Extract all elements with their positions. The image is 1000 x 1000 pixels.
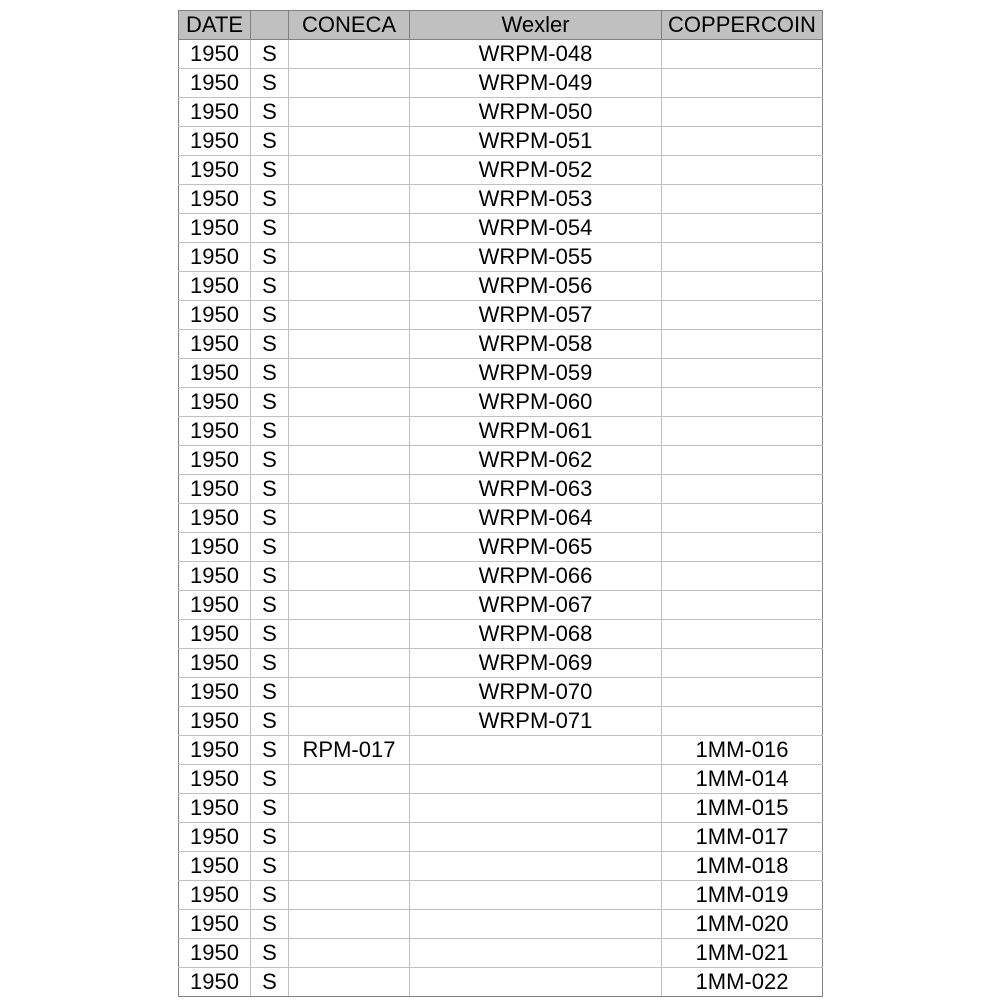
cell-date[interactable]: 1950 — [179, 98, 251, 127]
cell-mint[interactable]: S — [251, 185, 289, 214]
cell-coneca[interactable] — [289, 707, 410, 736]
cell-date[interactable]: 1950 — [179, 910, 251, 939]
cell-coneca[interactable] — [289, 504, 410, 533]
cell-wexler[interactable] — [410, 794, 662, 823]
cell-wexler[interactable]: WRPM-062 — [410, 446, 662, 475]
cell-coneca[interactable] — [289, 910, 410, 939]
cell-coppercoin[interactable] — [662, 301, 823, 330]
cell-date[interactable]: 1950 — [179, 301, 251, 330]
cell-coneca[interactable] — [289, 765, 410, 794]
cell-coneca[interactable] — [289, 823, 410, 852]
cell-coppercoin[interactable]: 1MM-020 — [662, 910, 823, 939]
cell-mint[interactable]: S — [251, 69, 289, 98]
cell-date[interactable]: 1950 — [179, 127, 251, 156]
cell-coneca[interactable] — [289, 446, 410, 475]
cell-mint[interactable]: S — [251, 388, 289, 417]
cell-coneca[interactable] — [289, 591, 410, 620]
cell-date[interactable]: 1950 — [179, 794, 251, 823]
cell-coppercoin[interactable] — [662, 243, 823, 272]
cell-date[interactable]: 1950 — [179, 69, 251, 98]
cell-coneca[interactable] — [289, 852, 410, 881]
cell-coneca[interactable] — [289, 272, 410, 301]
cell-coppercoin[interactable] — [662, 504, 823, 533]
cell-coneca[interactable] — [289, 359, 410, 388]
cell-mint[interactable]: S — [251, 98, 289, 127]
cell-date[interactable]: 1950 — [179, 533, 251, 562]
table-row — [179, 243, 823, 272]
cell-wexler[interactable] — [410, 823, 662, 852]
cell-date[interactable]: 1950 — [179, 707, 251, 736]
cell-coneca[interactable] — [289, 533, 410, 562]
cell-mint[interactable]: S — [251, 562, 289, 591]
cell-coppercoin[interactable] — [662, 69, 823, 98]
cell-wexler[interactable]: WRPM-071 — [410, 707, 662, 736]
table-row — [179, 504, 823, 533]
cell-coneca[interactable] — [289, 40, 410, 69]
cell-coppercoin[interactable] — [662, 98, 823, 127]
cell-coneca[interactable] — [289, 156, 410, 185]
cell-wexler[interactable]: WRPM-070 — [410, 678, 662, 707]
cell-date[interactable]: 1950 — [179, 881, 251, 910]
cell-date[interactable]: 1950 — [179, 939, 251, 968]
table-row — [179, 736, 823, 765]
cell-coneca[interactable] — [289, 69, 410, 98]
table-row — [179, 330, 823, 359]
cell-date[interactable]: 1950 — [179, 40, 251, 69]
cell-date[interactable]: 1950 — [179, 852, 251, 881]
cell-coppercoin[interactable] — [662, 214, 823, 243]
cell-coneca[interactable]: RPM-017 — [289, 736, 410, 765]
cell-date[interactable]: 1950 — [179, 185, 251, 214]
cell-coppercoin[interactable] — [662, 40, 823, 69]
table-row — [179, 533, 823, 562]
cell-date[interactable]: 1950 — [179, 446, 251, 475]
cell-coppercoin[interactable] — [662, 127, 823, 156]
header-wexler[interactable]: Wexler — [410, 11, 662, 40]
cell-coneca[interactable] — [289, 968, 410, 997]
cell-coneca[interactable] — [289, 417, 410, 446]
cell-coppercoin[interactable] — [662, 359, 823, 388]
cell-coppercoin[interactable] — [662, 620, 823, 649]
cell-date[interactable]: 1950 — [179, 417, 251, 446]
table-row — [179, 794, 823, 823]
table-row — [179, 591, 823, 620]
cell-date[interactable]: 1950 — [179, 359, 251, 388]
cell-mint[interactable]: S — [251, 243, 289, 272]
table-row — [179, 649, 823, 678]
cell-coppercoin[interactable] — [662, 388, 823, 417]
cell-wexler[interactable] — [410, 765, 662, 794]
cell-coppercoin[interactable] — [662, 649, 823, 678]
cell-wexler[interactable]: WRPM-065 — [410, 533, 662, 562]
table-row — [179, 939, 823, 968]
cell-date[interactable]: 1950 — [179, 475, 251, 504]
cell-wexler[interactable]: WRPM-061 — [410, 417, 662, 446]
table-row — [179, 98, 823, 127]
cell-mint[interactable]: S — [251, 446, 289, 475]
cell-mint[interactable]: S — [251, 968, 289, 997]
cell-coppercoin[interactable]: 1MM-017 — [662, 823, 823, 852]
cell-date[interactable]: 1950 — [179, 736, 251, 765]
cell-wexler[interactable]: WRPM-052 — [410, 156, 662, 185]
table-row — [179, 214, 823, 243]
cell-date[interactable]: 1950 — [179, 678, 251, 707]
cell-coneca[interactable] — [289, 214, 410, 243]
cell-date[interactable]: 1950 — [179, 765, 251, 794]
table-row — [179, 156, 823, 185]
cell-mint[interactable]: S — [251, 272, 289, 301]
header-mint[interactable] — [251, 11, 289, 40]
cell-wexler[interactable] — [410, 968, 662, 997]
table-row — [179, 301, 823, 330]
cell-wexler[interactable]: WRPM-058 — [410, 330, 662, 359]
cell-mint[interactable]: S — [251, 823, 289, 852]
cell-coneca[interactable] — [289, 243, 410, 272]
table-row — [179, 40, 823, 69]
cell-coppercoin[interactable]: 1MM-016 — [662, 736, 823, 765]
cell-mint[interactable]: S — [251, 127, 289, 156]
cell-wexler[interactable]: WRPM-055 — [410, 243, 662, 272]
cell-date[interactable]: 1950 — [179, 330, 251, 359]
header-date[interactable]: DATE — [179, 11, 251, 40]
cell-coppercoin[interactable] — [662, 330, 823, 359]
cell-mint[interactable]: S — [251, 939, 289, 968]
cell-mint[interactable]: S — [251, 794, 289, 823]
cell-mint[interactable]: S — [251, 678, 289, 707]
table-row — [179, 272, 823, 301]
cell-mint[interactable]: S — [251, 707, 289, 736]
cell-coneca[interactable] — [289, 388, 410, 417]
table-row — [179, 562, 823, 591]
cell-mint[interactable]: S — [251, 330, 289, 359]
cell-wexler[interactable]: WRPM-051 — [410, 127, 662, 156]
table-row — [179, 910, 823, 939]
cell-wexler[interactable] — [410, 910, 662, 939]
cell-date[interactable]: 1950 — [179, 388, 251, 417]
cell-coppercoin[interactable] — [662, 475, 823, 504]
table-row — [179, 765, 823, 794]
cell-coppercoin[interactable] — [662, 446, 823, 475]
cell-wexler[interactable] — [410, 852, 662, 881]
cell-wexler[interactable]: WRPM-069 — [410, 649, 662, 678]
cell-coneca[interactable] — [289, 127, 410, 156]
cell-mint[interactable]: S — [251, 591, 289, 620]
cell-coppercoin[interactable]: 1MM-019 — [662, 881, 823, 910]
table-row — [179, 620, 823, 649]
cell-date[interactable]: 1950 — [179, 968, 251, 997]
cell-coppercoin[interactable] — [662, 417, 823, 446]
cell-wexler[interactable]: WRPM-066 — [410, 562, 662, 591]
cell-mint[interactable]: S — [251, 504, 289, 533]
cell-wexler[interactable]: WRPM-053 — [410, 185, 662, 214]
cell-coppercoin[interactable]: 1MM-018 — [662, 852, 823, 881]
cell-wexler[interactable]: WRPM-067 — [410, 591, 662, 620]
cell-date[interactable]: 1950 — [179, 504, 251, 533]
table-row — [179, 968, 823, 997]
cell-wexler[interactable]: WRPM-056 — [410, 272, 662, 301]
cell-coneca[interactable] — [289, 794, 410, 823]
cell-mint[interactable]: S — [251, 765, 289, 794]
cell-date[interactable]: 1950 — [179, 591, 251, 620]
cell-wexler[interactable]: WRPM-064 — [410, 504, 662, 533]
cell-mint[interactable]: S — [251, 881, 289, 910]
cell-wexler[interactable] — [410, 881, 662, 910]
cell-coneca[interactable] — [289, 562, 410, 591]
table-row — [179, 852, 823, 881]
cell-wexler[interactable]: WRPM-060 — [410, 388, 662, 417]
header-coppercoin[interactable]: COPPERCOIN — [662, 11, 823, 40]
spreadsheet — [178, 10, 822, 997]
cell-coneca[interactable] — [289, 939, 410, 968]
cell-coneca[interactable] — [289, 881, 410, 910]
cell-coppercoin[interactable] — [662, 707, 823, 736]
cell-wexler[interactable]: WRPM-048 — [410, 40, 662, 69]
header-coneca[interactable]: CONECA — [289, 11, 410, 40]
table-row — [179, 881, 823, 910]
cell-mint[interactable]: S — [251, 910, 289, 939]
cell-coppercoin[interactable]: 1MM-021 — [662, 939, 823, 968]
cell-mint[interactable]: S — [251, 649, 289, 678]
cell-mint[interactable]: S — [251, 533, 289, 562]
cell-date[interactable]: 1950 — [179, 649, 251, 678]
cell-date[interactable]: 1950 — [179, 620, 251, 649]
table-row — [179, 446, 823, 475]
cell-mint[interactable]: S — [251, 359, 289, 388]
cell-coneca[interactable] — [289, 330, 410, 359]
cell-coppercoin[interactable] — [662, 678, 823, 707]
cell-mint[interactable]: S — [251, 40, 289, 69]
cell-wexler[interactable]: WRPM-057 — [410, 301, 662, 330]
cell-coppercoin[interactable] — [662, 272, 823, 301]
table-row — [179, 69, 823, 98]
cell-coppercoin[interactable] — [662, 156, 823, 185]
cell-coppercoin[interactable] — [662, 591, 823, 620]
cell-coppercoin[interactable] — [662, 533, 823, 562]
cell-date[interactable]: 1950 — [179, 156, 251, 185]
cell-coppercoin[interactable] — [662, 562, 823, 591]
header-row — [179, 11, 823, 40]
cell-wexler[interactable]: WRPM-049 — [410, 69, 662, 98]
cell-mint[interactable]: S — [251, 852, 289, 881]
cell-mint[interactable]: S — [251, 475, 289, 504]
table-row — [179, 185, 823, 214]
cell-mint[interactable]: S — [251, 301, 289, 330]
cell-coneca[interactable] — [289, 185, 410, 214]
cell-coneca[interactable] — [289, 301, 410, 330]
cell-coneca[interactable] — [289, 649, 410, 678]
cell-coppercoin[interactable] — [662, 185, 823, 214]
cell-wexler[interactable]: WRPM-054 — [410, 214, 662, 243]
cell-coppercoin[interactable]: 1MM-015 — [662, 794, 823, 823]
table-row — [179, 417, 823, 446]
table-row — [179, 388, 823, 417]
cell-date[interactable]: 1950 — [179, 214, 251, 243]
cell-wexler[interactable]: WRPM-059 — [410, 359, 662, 388]
cell-mint[interactable]: S — [251, 156, 289, 185]
cell-mint[interactable]: S — [251, 620, 289, 649]
cell-coneca[interactable] — [289, 678, 410, 707]
cell-date[interactable]: 1950 — [179, 562, 251, 591]
cell-wexler[interactable] — [410, 939, 662, 968]
cell-wexler[interactable]: WRPM-050 — [410, 98, 662, 127]
table-body — [179, 40, 823, 997]
table-row — [179, 823, 823, 852]
cell-mint[interactable]: S — [251, 417, 289, 446]
table-row — [179, 475, 823, 504]
cell-coneca[interactable] — [289, 475, 410, 504]
cell-coppercoin[interactable]: 1MM-022 — [662, 968, 823, 997]
cell-coppercoin[interactable]: 1MM-014 — [662, 765, 823, 794]
cell-wexler[interactable]: WRPM-063 — [410, 475, 662, 504]
table-row — [179, 678, 823, 707]
cell-wexler[interactable] — [410, 736, 662, 765]
variety-table — [178, 10, 823, 997]
cell-wexler[interactable]: WRPM-068 — [410, 620, 662, 649]
cell-mint[interactable]: S — [251, 736, 289, 765]
cell-date[interactable]: 1950 — [179, 272, 251, 301]
table-row — [179, 359, 823, 388]
table-row — [179, 127, 823, 156]
cell-mint[interactable]: S — [251, 214, 289, 243]
cell-date[interactable]: 1950 — [179, 823, 251, 852]
cell-coneca[interactable] — [289, 620, 410, 649]
cell-date[interactable]: 1950 — [179, 243, 251, 272]
table-row — [179, 707, 823, 736]
cell-coneca[interactable] — [289, 98, 410, 127]
